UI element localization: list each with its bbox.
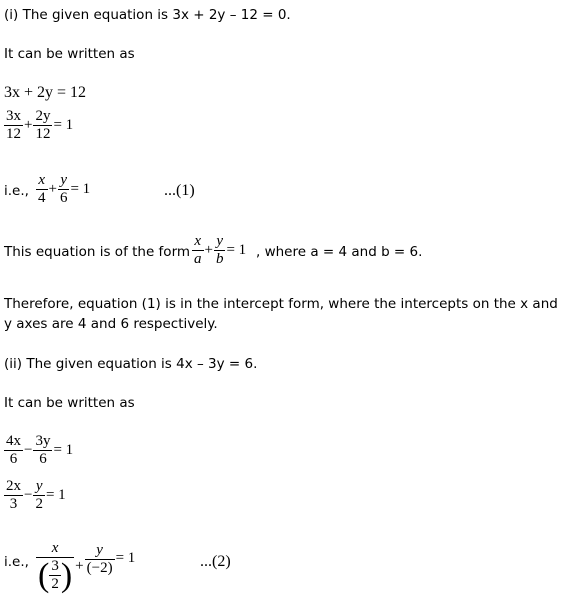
fraction: $\frac{2y}{12}$ [35, 108, 51, 142]
part1-eq1: 3x + 2y = 12 [4, 84, 87, 101]
part1-form-text-after: , where a = 4 and b = 6. [256, 244, 423, 260]
part2-written-as: It can be written as [4, 395, 135, 411]
fraction: $\frac{x}{4}$ [38, 172, 46, 206]
fraction: $\frac{2x}{3}$ [6, 478, 21, 512]
fraction: $\frac{3y}{6}$ [35, 433, 51, 467]
fraction: $\frac{y}{2}$ [35, 478, 43, 512]
part1-conclusion-line2: y axes are 4 and 6 respectively. [4, 316, 218, 332]
part1-form-text-before: This equation is of the form [4, 244, 191, 260]
fraction: $\frac{x}{a}$ [194, 233, 202, 267]
fraction: $\frac{3x}{12}$ [6, 108, 21, 142]
part1-intro: (i) The given equation is 3x + 2y – 12 = 0. [4, 7, 291, 23]
fraction: $\frac{4x}{6}$ [6, 433, 21, 467]
part2-eq1: $\frac{4x}{6}$ − $\frac{3y}{6}$ = 1 [6, 433, 74, 467]
part1-written-as: It can be written as [4, 46, 135, 62]
part1-eq2: $\frac{3x}{12}$ + $\frac{2y}{12}$ = 1 [6, 108, 74, 142]
part1-eq3: $\frac{x}{4}$ + $\frac{y}{6}$ = 1 [38, 172, 91, 206]
fraction: x ( $\frac{3}{2}$ ) [38, 540, 73, 594]
part1-eq3-tag: ...(1) [164, 182, 195, 199]
inner-fraction: $\frac{3}{2}$ [51, 558, 59, 592]
part2-eq2: $\frac{2x}{3}$ − $\frac{y}{2}$ = 1 [6, 478, 66, 512]
part1-conclusion-line1: Therefore, equation (1) is in the intercept form, where the intercepts on the x and [4, 296, 558, 312]
part1-ie-label: i.e., [4, 183, 29, 199]
part2-ie-label: i.e., [4, 554, 29, 570]
fraction: $\frac{y}{6}$ [59, 172, 68, 206]
fraction: $\frac{y}{(-2)}$ [86, 542, 113, 576]
part1-form: $\frac{x}{a}$ + $\frac{y}{b}$ = 1 [194, 233, 247, 267]
part2-eq3: x ( $\frac{3}{2}$ ) + $\frac{y}{(-2)}$ = 1 [38, 540, 136, 594]
part2-intro: (ii) The given equation is 4x – 3y = 6. [4, 356, 258, 372]
fraction: $\frac{y}{b}$ [215, 233, 224, 267]
part2-eq3-tag: ...(2) [200, 553, 231, 570]
